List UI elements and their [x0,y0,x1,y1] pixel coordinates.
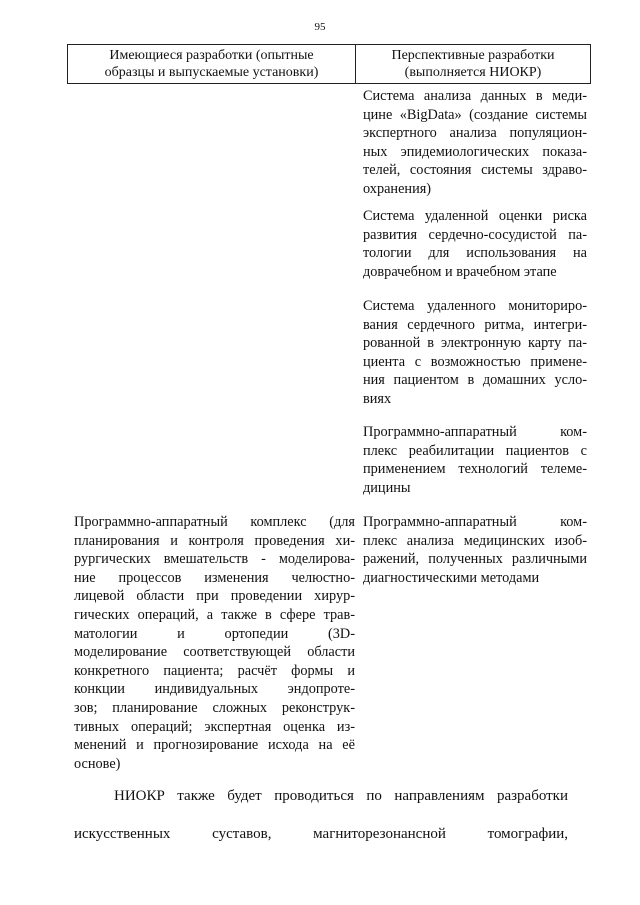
table-header [67,44,591,84]
text-line: экспертного анализа популяцион- [363,125,587,142]
prospective-item-cardio-risk [363,207,587,281]
text-line: ных эпидемиологических показа- [363,143,587,160]
text-line: ние процессов изменения челюстно- [74,569,355,586]
prospective-item-medical-images [363,513,587,587]
text-line: цине «BigData» (создание системы [363,106,587,123]
text-line: телей, состояния системы здраво- [363,162,587,179]
text-line: диагностическими методами [363,569,540,586]
text-line: тивных операций; экспертная оценка из- [74,718,355,735]
text-line: конкретного пациента; расчёт формы и [74,662,355,679]
header-prospective-developments [356,45,590,83]
header-line: Перспективные разработки [391,48,555,63]
text-line: охранения) [363,180,432,197]
text-line: циента с возможностью примене- [363,353,587,370]
body-paragraph [74,786,568,844]
text-line: лицевой области при проведении хирур- [74,588,355,605]
text-line: моделирование соответствующей области [74,644,355,661]
page-number: 95 [314,21,326,33]
header-line: образцы и выпускаемые установки) [104,65,319,80]
text-line: ражений, полученных различными [363,551,587,568]
text-line: тологии для использования на [363,245,587,262]
text-line: виях [363,390,392,407]
prospective-item-heart-rhythm [363,297,587,409]
text-line: дицины [363,479,411,496]
text-line: зов; планирование сложных реконструк- [74,699,355,716]
text-line: доврачебном и врачебном этапе [363,263,557,280]
text-line: Система удаленного мониториро- [363,298,587,314]
text-line: матологии и ортопедии (3D- [74,625,355,642]
header-existing-developments [68,45,356,83]
text-line: плекс анализа медицинских изоб- [363,532,587,549]
existing-item-surgical-planning [74,513,355,773]
header-line: Имеющиеся разработки (опытные [109,48,314,63]
text-line: основе) [74,755,121,772]
prospective-item-bigdata [363,87,587,199]
text-line: менений и прогнозирование исхода на её [74,737,355,754]
prospective-item-rehabilitation [363,423,587,497]
text-line: развития сердечно-сосудистой па- [363,226,587,243]
text-line: Программно-аппаратный комплекс (для [74,514,355,530]
header-line: (выполняется НИОКР) [404,65,542,80]
text-line: Система анализа данных в меди- [363,88,587,104]
text-line: рованной в электронную карту па- [363,335,587,352]
text-line: Программно-аппаратный ком- [363,514,587,530]
text-line: НИОКР также будет проводиться по направлениям разработки [114,788,568,804]
text-line: Программно-аппаратный ком- [363,424,587,440]
text-line: Система удаленной оценки риска [363,208,587,224]
text-line: вания сердечного ритма, интегри- [363,316,587,333]
text-line: рургических вмешательств - моделирова- [74,551,355,568]
text-line: искусственных суставов, магниторезонансной томографии, [74,826,568,842]
text-line: ния пациентом в домашних усло- [363,372,587,389]
text-line: планирования и контроля проведения хи- [74,532,355,549]
text-line: применением технологий телеме- [363,461,587,478]
text-line: гических операций, а также в сфере трав- [74,606,355,623]
text-line: конкции индивидуальных эндопроте- [74,681,355,698]
text-line: плекс реабилитации пациентов с [363,442,587,459]
